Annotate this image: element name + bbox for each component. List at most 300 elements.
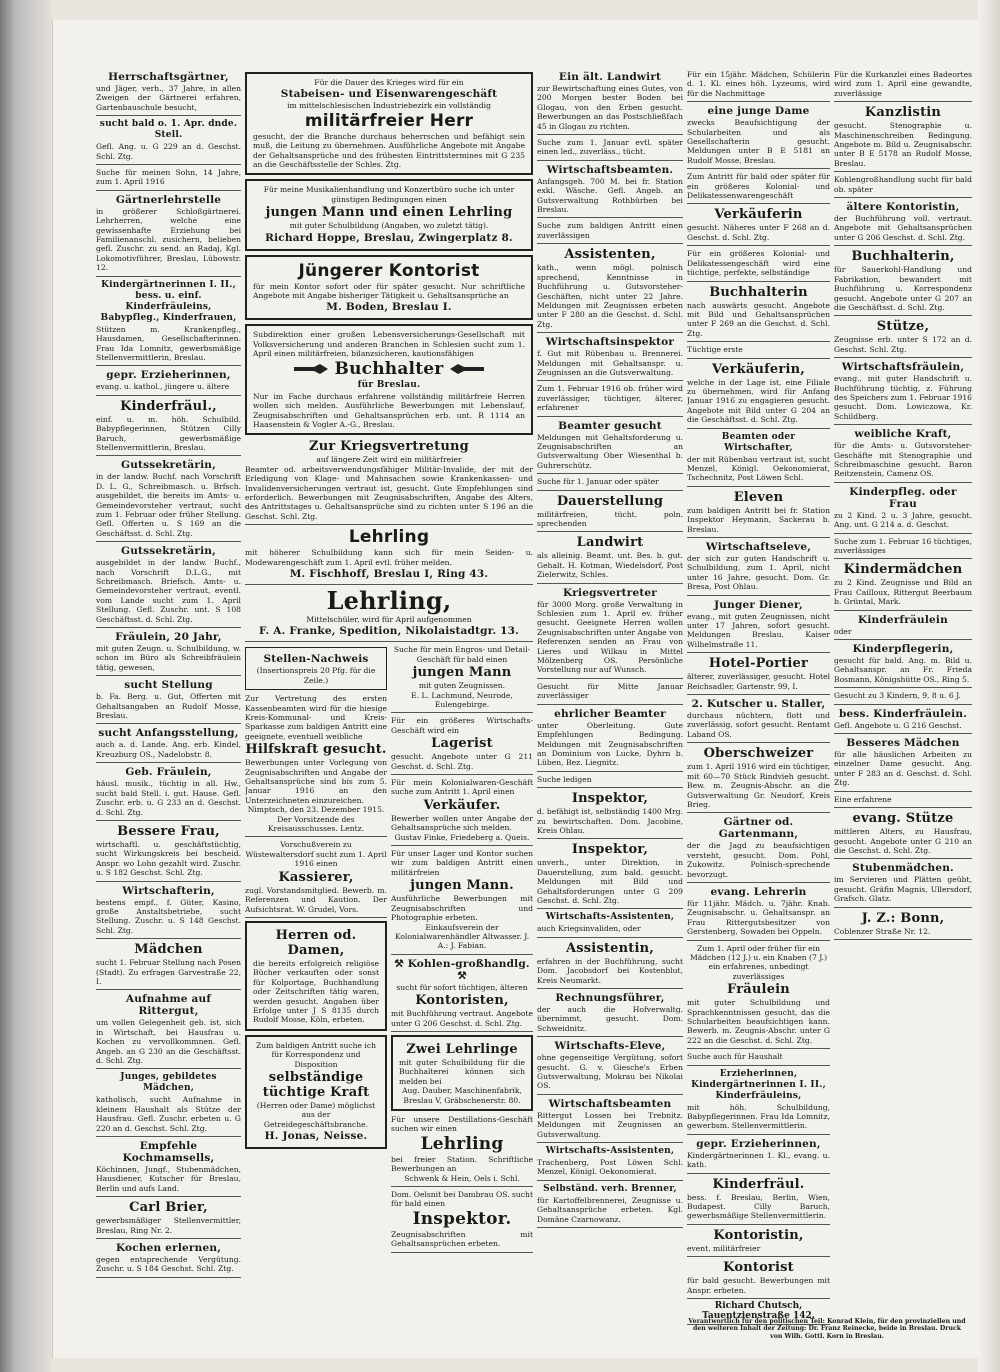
ad-headline: Kinderpflegerin, (852, 643, 954, 656)
ad-body: militärfreien, tücht. poln. sprechenden (537, 509, 683, 528)
ad-headline: Wirtschafts-Assistenten, (545, 912, 675, 923)
ad-headline: jungen Mann. (410, 878, 514, 894)
ad-headline: Zur Kriegsvertretung (309, 439, 469, 455)
ad-kassierer (245, 840, 387, 917)
column-3 (537, 70, 683, 1370)
ad-headline: Lehrling, (326, 585, 452, 615)
ad-headline: Wirtschaftseleve, (705, 541, 812, 553)
classified-ad (537, 164, 683, 219)
ad-body: für mein Kontor sofort oder für später gesucht. Nur schriftliche Angebote mit Angabe bisheriger Tätigkeit u. Gehaltsansprüche an (253, 281, 525, 301)
ad-body: Ausführliche Bewerbungen mit Zeugnisabschriften und Photographie erbeten. (391, 894, 533, 923)
ad-headline: Hotel-Portier (708, 656, 809, 672)
ad-headline: Wirtschaftsinspektor (545, 336, 675, 349)
ad-headline: Kontorist (723, 1260, 794, 1276)
ad-signature: M. Boden, Breslau I. (326, 301, 452, 314)
ad-headline: ältere Kontoristin, (846, 201, 960, 214)
ad-headline: Gutssekretärin, (121, 459, 216, 472)
classified-ad (834, 428, 972, 483)
ad-intro: Für ein größeres Wirtschafts-Geschäft wird ein (391, 716, 533, 735)
ad-body: gesucht. Stenographie u. Maschinenschreiben Bedingung. Angebote m. Bild u. Zeugnisabschr. unter B E 5178 an Rudolf Mosse, Breslau. (834, 121, 972, 168)
ad-body: Nur im Fache durchaus erfahrene vollständig militärfreie Herren wollen sich melden. Ausführliche Bewerbungen mit Lebenslauf, Zeugnisabschriften und Gehaltsansprüchen erb. unt. R 1114 an Haasenstein & Vogler A.-G., Breslau. (253, 391, 525, 429)
ad-headline: Buchhalterin, (851, 249, 955, 265)
ad-headline: Rechnungsführer, (555, 992, 665, 1004)
classified-ad (537, 336, 683, 381)
classified-ad (834, 486, 972, 534)
subcolumn-left (245, 645, 387, 1255)
ad-body: Zeugnisabschriften mit Gehaltsansprüchen erbeten. (391, 1229, 533, 1249)
ad-intro: Subdirektion einer großen Lebensversicherungs-Gesellschaft mit Volksversicherung und anderen Branchen in Schlesien sucht zum 1. April einen militärfreien, bilanzsicheren, kautionsfähigen (253, 330, 525, 359)
ad-headline: Wirtschaftsfräulein, (841, 361, 965, 374)
ad-body: Eine erfahrene (834, 794, 892, 804)
ad-body: der die Jagd zu beaufsichtigen versteht, gesucht. Dom. Pohl, Zukowitz. Polnisch-sprechende bevorzugt. (687, 841, 830, 879)
ad-headline: Herrschaftsgärtner, (108, 71, 229, 83)
ad-body: für Sauerkohl-Handlung und Fabrikation, bewandert mit Buchführung u. Korrespondenz gesucht. Angebote unter G 207 an die Geschäftsst. d. Schl. Ztg. (834, 265, 972, 312)
classified-ad (96, 1140, 241, 1197)
classified-ad (537, 1040, 683, 1095)
ad-body: evang. u. kathol., jüngere u. ältere (96, 382, 230, 392)
ad-body: event. militärfreier (687, 1243, 761, 1253)
ad-headline: gepr. Erzieherinnen, (106, 369, 231, 382)
ad-body: zur Bewirtschaftung eines Gutes, von 200 Morgen bester Boden bei Glogau, von den Erben gesucht. Bewerbungen an das Postschließfach 45 in Glogau zu richten. (537, 84, 683, 131)
classified-ad (537, 138, 683, 161)
ad-body: evang., mit guten Zeugnissen, nicht unter 17 Jahren, sofort gesucht. Meldungen Breslau, Kaiser Wilhelmstraße 11. (687, 611, 830, 649)
classified-ad (96, 1200, 241, 1239)
classified-ad (687, 698, 830, 743)
classified-ad (537, 682, 683, 705)
ad-intro: Suche für mein Engros- und Detail-Geschäft für bald einen (393, 645, 531, 664)
ad-headline: 2. Kutscher u. Staller, (691, 698, 826, 711)
ad-headline: jungen Mann (412, 665, 512, 681)
stellennachweis-header (245, 647, 387, 690)
ad-body: Rittergut Lossen bei Trebnitz. Meldungen mit Zeugnissen an Gutsverwaltung. (537, 1110, 683, 1139)
ad-body: katholisch, sucht Aufnahme in kleinem Haushalt als Stütze der Hausfrau. Gefl. Zuschr. erbeten u. G 220 an d. Geschst. Schl. Ztg. (96, 1095, 241, 1133)
ad-headline: evang. Lehrerin (710, 885, 807, 898)
ad-body: Suche zum baldigen Antritt einen zuverlässigen (537, 221, 683, 240)
ad-body: erfahren in der Buchführung, sucht Dom. Jacobsdorf bei Kostenblut, Kreis Neumarkt. (537, 956, 683, 985)
classified-ad (537, 1098, 683, 1143)
classified-ad (537, 477, 683, 490)
ad-body: der mit Rübenbau vertraut ist, sucht Menzel, Königl. Oekonomierat, Tschechnitz, Post Löwen Schl. (687, 454, 830, 483)
ad-body: mit guter Schulbildung für die Buchhalterei können sich melden bei (399, 1057, 525, 1086)
classified-ad (96, 399, 241, 457)
ad-body: mit Buchführung vertraut. Angebote unter G 206 Geschst. d. Schl. Ztg. (391, 1009, 533, 1028)
ad-headline: Kanzlistin (864, 105, 942, 121)
classified-ad (537, 247, 683, 333)
ad-headline: militärfreier Herr (304, 110, 474, 131)
ad-body: zwecks Beaufsichtigung der Schularbeiten und als Gesellschafterin gesucht. Meldungen unter B E 5181 an Rudolf Mosse, Breslau. (687, 118, 830, 165)
ad-body: Gefl. Ang. u. G 229 an d. Geschst. Schl. Ztg. (96, 142, 241, 161)
ad-headline: Assistentin, (565, 940, 655, 956)
classified-ad (687, 345, 830, 358)
ad-headline: Geb. Fräulein, (125, 766, 212, 779)
ad-body: der sich zur guten Handschrift u. Schulbildung, zum 1. April, nicht unter 16 Jahre, gesucht. Dom. Gr. Bresa, Post Ohlau. (687, 554, 830, 592)
ad-body: Bewerber wollen unter Angabe der Gehaltsansprüche sich melden. (391, 813, 533, 833)
ad-headline: Junger Diener, (714, 598, 803, 611)
ad-headline: Wirtschafterin, (122, 884, 215, 897)
classified-ad (96, 885, 241, 940)
classified-ad (687, 70, 830, 102)
ad-headline-text: Buchhalter (334, 358, 444, 379)
ad-body: kath., wenn mögl. polnisch sprechend, Kenntnisse in Buchführung u. Gutsvorsteher-Geschäften, nicht unter 22 Jahre. Meldungen mit Zeugnissen erbeten unter F 280 an die Geschst. d. Schl. Ztg. (537, 263, 683, 329)
ad-sub: für Breslau. (357, 379, 421, 390)
ad-body: gesucht, der die Branche durchaus beherrschen und befähigt sein muß, die Leitung zu übernehmen. Ausführliche Angebote mit Angabe der Gehaltsansprüche und des frühesten Eintrittstermines mit G 235 an die Geschäftsstelle der Schles. Ztg. (253, 131, 525, 170)
classified-ad (687, 1260, 830, 1299)
ad-body: auch a. d. Lande. Ang. erb. Kindel, Kreuzburg OS., Nadelobstr. 8. (96, 740, 241, 759)
ad-headline: Stütze, (876, 319, 930, 335)
ad-headline: Landwirt (576, 535, 644, 551)
classified-ad (96, 459, 241, 542)
ad-headline: selbständige tüchtige Kraft (262, 1069, 370, 1100)
ad-headline: Lehrling (420, 1133, 504, 1154)
ad-body: Stützen m. Krankenpfleg., Hausdamen, Gesellschafterinnen. Frau Ida Lomnitz, gewerbsmäßige Stellenvermittlerin, Breslau. (96, 324, 241, 362)
ad-headline: Kochen erlernen, (115, 1242, 222, 1255)
ad-body: gesucht. Angebote unter G 211 Geschst. d. Schl. Ztg. (391, 752, 533, 771)
ad-body: Für ein 15jähr. Mädchen, Schülerin d. 1. Kl. eines höh. Lyzeums, wird für die Nachmittage (687, 70, 830, 98)
classified-ad (687, 207, 830, 246)
classified-ad (96, 766, 241, 821)
ad-signature: E. L. Lachmund, Neurode, Eulengebirge. (411, 690, 513, 709)
ad-body: für Kartoffelbrennerei, Zeugnisse u. Gehaltsansprüche erbeten. Kgl. Domäne Czarnowanz. (537, 1195, 683, 1224)
ad-body: Suche für meinen Sohn, 14 Jahre, zum 1. April 1916 (96, 168, 241, 187)
ad-body: Zum 1. Februar 1916 ob. früher wird zuverlässiger, tüchtiger, älterer, erfahrener (537, 384, 683, 413)
ad-headline: Gärtnerlehrstelle (115, 193, 222, 206)
classified-ad (834, 708, 972, 734)
ad-intro: Zum baldigen Antritt suche ich für Korrespondenz und Disposition (256, 1040, 376, 1069)
ad-headline: Kassierer, (278, 869, 354, 885)
ad-body: für 3000 Morg. große Verwaltung in Schlesien zum 1. April ev. früher gesucht. Geeignete Herren wollen Zeugnisabschriften unter Angabe von Referenzen senden an Frau von Lieres und Wilkau in Mittel Mölzenberg OS. Persönliche Vorstellung nur auf Wunsch. (537, 599, 683, 675)
ad-headline: Zwei Lehrlinge (406, 1041, 518, 1057)
classified-ad (96, 1072, 241, 1137)
ad-headline: Inspektor, (571, 842, 649, 858)
ad-note: mit guter Schulbildung (Angaben, wo zuletzt tätig). (289, 221, 489, 231)
ad-body: gegen entsprechende Vergütung. Zuschr. u. S 184 Geschst. Schl. Ztg. (96, 1255, 241, 1274)
ad-body: unter Oberleitung. Gute Empfehlungen Bedingung. Meldungen mit Zeugnisabschriften an Dominium von Lucke, Dyhrn b. Lüben, Bez. Liegnitz. (537, 720, 683, 768)
ad-headline-text: Kohlen-großhandlg. (407, 957, 530, 970)
page-edge (978, 0, 1000, 1372)
classified-ad (96, 1242, 241, 1278)
ad-selbstaendige-kraft (245, 1035, 387, 1149)
classified-ad (96, 679, 241, 724)
ad-signature: Richard Hoppe, Breslau, Zwingerplatz 8. (265, 231, 513, 244)
classified-ad (687, 172, 830, 204)
ad-headline: gepr. Erzieherinnen, (696, 1137, 821, 1150)
pointing-hand-right-icon (294, 364, 328, 374)
ad-body: d. befähigt ist, selbständig 1400 Mrg. zu bewirtschaften. Dom. Jacobine, Kreis Ohlau. (537, 807, 683, 835)
ad-intro: Für unsere Destillations-Geschäft suchen wir einen (391, 1114, 533, 1134)
ad-headline: Wirtschafts-Eleve, (554, 1040, 666, 1053)
classified-ad (687, 249, 830, 281)
ad-body: um vollen Gelegenheit geb. ist, sich in Wirtschaft, bei Hausfrau u. Kochen zu vervollkommnen. Gefl. Angeb. an G 230 an die Geschäftsst. d. Schl. Ztg. (96, 1018, 241, 1065)
ad-signature: Einkaufsverein der Kolonialwarenhändler Altwasser. J. A.: J. Fabian. (394, 922, 530, 951)
classified-ad (537, 535, 683, 583)
ad-body: mit höh. Schulbildung, Babypflegerinnen. Frau Ida Lomnitz, gewerbsm. Stellenvermittlerin. (687, 1102, 830, 1131)
ad-kontorist (245, 255, 533, 321)
ad-headline: Kontoristin, (713, 1227, 804, 1243)
classified-ad (687, 285, 830, 343)
ad-headline: Beamten oder Wirtschafter, (721, 431, 796, 453)
classified-ad (834, 862, 972, 907)
classified-ad (834, 361, 972, 425)
ad-body: Gefl. Angebote u. G 216 Geschst. (834, 720, 962, 730)
classified-ad (687, 362, 830, 429)
ad-headline: sucht Stellung (124, 679, 213, 692)
ad-body: häusl. musik., tüchtig in all. Hw., sucht bald Stell. i. gut. Hause. Gefl. Zuschr. erb. u. G 233 an d. Geschst. d. Schl. Ztg. (96, 779, 241, 817)
ad-lehrling-fischhoff (245, 528, 533, 585)
ad-intro: Zum 1. April oder früher für ein Mädchen (12 J.) u. ein Knaben (7 J.) ein erfahrenes, unbedingt zuverlässiges (689, 943, 828, 981)
ad-headline: J. Z.: Bonn, (861, 910, 945, 926)
classified-ad (834, 537, 972, 560)
ad-headline: bess. Kinderfräulein. (838, 707, 968, 720)
classified-ad (537, 775, 683, 788)
ad-headline: Empfehle Kochmamsells, (122, 1140, 215, 1165)
ad-sub: mit guten Zeugnissen. (418, 681, 506, 691)
ad-headline: Aufnahme auf Rittergut, (125, 993, 212, 1018)
ad-body: Zeugnisse erb. unter S 172 an d. Geschst. Schl. Ztg. (834, 335, 972, 354)
ad-junger-mann-lachmund (391, 645, 533, 713)
classified-ad (537, 941, 683, 989)
ad-body: in größerer Schloßgärtnerei. Lehrherren, welche eine gewissenhafte Erziehung bei Familienanschl. zusichern, belieben gefl. Zuschr. zu send. an Radaj, Kgl. Lokomotivführer, Breslau, Lübowstr. 12. (96, 206, 241, 273)
column-5 (834, 70, 972, 1370)
ad-headline: Verkäuferin (714, 207, 803, 223)
column-4 (687, 70, 830, 1370)
ad-body: Zur Vertretung des ersten Kassenbeamten wird für die hiesige Kreis-Kommunal- und Kreis-Sparkasse zum baldigen Antritt eine geeignete, eventuell weibliche (245, 694, 387, 741)
classified-ad (537, 587, 683, 679)
classified-ad (687, 816, 830, 883)
ad-body: zu 2 Kind. 2 u. 3 Jahre, gesucht. Ang. unt. G 214 a. d. Geschst. (834, 510, 972, 530)
ad-body: Coblenzer Straße Nr. 12. (834, 926, 931, 936)
ad-zwei-lehrlinge (391, 1035, 533, 1111)
classified-ad (834, 737, 972, 792)
ad-headline: Besseres Mädchen (846, 737, 960, 750)
classified-ad (834, 175, 972, 198)
ad-headline: Bessere Frau, (117, 823, 220, 839)
ad-headline: Kinderfräul. (712, 1176, 805, 1192)
ad-body: mit guten Zeugn. u. Schulbildung, w. schon im Büro als Schreibfräulein tätig, gewesen, (96, 644, 241, 672)
ad-kohlengrosshandlung (391, 958, 533, 1032)
ad-body: die bereits erfolgreich religiöse Bücher verkauften oder sonst für Kolportage, Buchhandlung oder Zeitschriften tätig waren, werden gesucht. Angaben über Erfolge unter J S 8135 durch Rudolf Mosse, Köln, erbeten. (253, 958, 379, 1025)
ad-headline: Junges, gebildetes Mädchen, (120, 1072, 217, 1094)
ad-signature: F. A. Franke, Spedition, Nikolaistadtgr. 13. (258, 625, 520, 638)
ad-body: durchaus nüchtern, flott und zuverlässig, sofort gesucht. Rentamt Laband OS. (687, 711, 830, 739)
ad-headline-2: Kontoristen, (415, 993, 509, 1009)
imprint-footer: Verantwortlich für den politischen Teil: Konrad Klein, für den provinziellen und den weiteren Inhalt der Zeitung: Dr. Franz Reinecke, beide in Breslau. Druck von Wilh. Gottl. Korn in Breslau. (688, 1318, 966, 1340)
ad-body: Suche auch für Haushalt (687, 1052, 783, 1062)
classified-ad (537, 71, 683, 135)
classified-ad (834, 795, 972, 808)
ad-intro: Für meine Musikalienhandlung und Konzertbüro suche ich unter günstigen Bedingungen einen (263, 185, 515, 204)
ad-body: Trachenberg, Post Löwen Schl. Menzel, Königl. Oekonomierat. (537, 1158, 683, 1177)
ad-headline: Eleven (733, 489, 784, 505)
classified-ad (537, 420, 683, 475)
classified-ad (537, 992, 683, 1037)
ad-inspektor-oelsnit (391, 1190, 533, 1253)
ad-body: evang., mit guter Handschrift u. Buchführung tüchtig, z. Führung des Speichers zum 1. Februar 1916 gesucht. Dom. Lowiczowa, Kr. Schildberg. (834, 374, 972, 421)
ad-sub: sucht für sofort tüchtigen, älteren (396, 982, 528, 992)
ad-headline: Gutssekretärin, (121, 545, 216, 558)
classified-ad (687, 1138, 830, 1174)
ad-body: (Herren oder Dame) möglichst aus der Getreidegeschäftsbranche. (256, 1100, 376, 1129)
subcolumn-right (391, 645, 533, 1255)
ad-body: wirtschaftl. u. geschäftstüchtig, sucht Wirkungskreis bei bescheid. Anspr. wo Lohn gezahlt wird. Zuschr. u. S 182 Geschst. Schl. Ztg. (96, 839, 241, 878)
ad-firm: Stabeisen- und Eisenwarengeschäft (280, 88, 498, 101)
classified-ad (687, 432, 830, 487)
classified-ad (834, 643, 972, 688)
ad-body: einf. u. m. höh. Schulbild. Babypflegerinnen, Stützen Cilly Baruch, gewerbsmäßige Stellenvermittlerin, Breslau. (96, 414, 241, 452)
ad-lehrling-schwenk (391, 1115, 533, 1187)
ad-signature: Aug. Dauber, Maschinenfabrik, Breslau V, Gräbschenerstr. 80. (402, 1086, 522, 1105)
ad-body: im Servieren und Plätten geübt, gesucht. Gräfin Magnis, Ullersdorf, Grafsch. Glatz. (834, 875, 972, 904)
ad-headline: Dauerstellung (556, 493, 664, 509)
ad-headline: Buchhalterin (709, 284, 808, 300)
ad-signature: Gustav Finke, Friedeberg a. Queis. (394, 832, 530, 842)
ad-signature: H. Jonas, Neisse. (264, 1130, 368, 1143)
ad-body: Gesucht für Mitte Januar zuverlässiger (537, 681, 683, 701)
ad-herren-damen (245, 921, 387, 1031)
classified-ad (537, 384, 683, 416)
classified-ad (687, 1069, 830, 1135)
ad-headline: Kindergärtnerinnen I. II., bess. u. einf. Kinderfräuleins, Babypfleg., Kinderfrauen, (100, 279, 237, 323)
ad-body: Anfangsgeh. 700 M. bei fr. Station exkl. Wäsche. Gefl. Angeb. an Gutsverwaltung Rothbürben bei Breslau. (537, 176, 683, 215)
ad-body: ohne gegenseitige Vergütung, sofort gesucht. G. v. Giesche's Erben Gutsverwaltung, Mokrau bei Nikolai OS. (537, 1053, 683, 1091)
ad-signature: Nimptsch, den 23. Dezember 1915. Der Vorsitzende des Kreisausschusses. Lentz. (247, 805, 385, 834)
ad-headline: Kinderpfleg. oder Frau (849, 485, 957, 510)
ad-headline: Kindermädchen (843, 562, 963, 578)
ad-junger-mann-altwasser (391, 849, 533, 955)
ad-body: mit guter Schulbildung und Sprachkenntnissen gesucht, das die Schularbeiten beaufsichtigen kann. Bewerb. m. Zeugnis-Abschr. unter G 222 an die Geschst. d. Schl. Ztg. (687, 998, 830, 1045)
classified-ad (687, 599, 830, 654)
classified-ad (537, 708, 683, 772)
ad-body: Köchinnen, Jungf., Stubenmädchen, Hausdiener, Kutscher für Breslau, Berlin und aufs Land. (96, 1165, 241, 1193)
hammer-pick-icon: ⚒ (457, 969, 467, 982)
ad-body: älterer, zuverlässiger, gesucht. Hotel Reichsadler, Gartenstr. 99, I. (687, 672, 830, 691)
ad-headline: Inspektor. (412, 1208, 512, 1229)
ad-body: Suche für 1. Januar oder später (537, 477, 659, 487)
ad-body: Kindergärtnerinnen 1. Kl., evang. u. kath. (687, 1150, 830, 1170)
ad-body: zum baldigen Antritt bei fr. Station Inspektor Heymann, Sackerau b. Breslau. (687, 505, 830, 534)
classified-ad (834, 562, 972, 610)
classified-ad (687, 105, 830, 169)
classified-ad (687, 656, 830, 695)
classified-ad (687, 1228, 830, 1257)
ad-headline: Herren od. Damen, (275, 927, 357, 958)
classified-ad (96, 168, 241, 191)
ad-headline: Wirtschaftsbeamten (548, 1097, 672, 1110)
ad-headline: Carl Brier, (129, 1200, 208, 1216)
classified-ad (96, 369, 241, 395)
ad-headline: Hilfskraft gesucht. (245, 742, 387, 758)
classified-ad (96, 727, 241, 763)
classified-ad (834, 691, 972, 704)
section-title: Stellen-Nachweis (263, 653, 369, 666)
ad-intro: Dom. Oelsnit bei Dambrau OS. sucht für bald einen (391, 1190, 533, 1209)
ad-body: für bald gesucht. Bewerbungen mit Anspr. erbeten. (687, 1276, 830, 1295)
ad-militaerfreier-herr (245, 72, 533, 175)
ad-body: Zum Antritt für bald oder später für ein größeres Kolonial- und Delikatessenwarengeschäft (687, 172, 830, 201)
ad-body: in der landw. Buchf. nach Vorschrift D. L. G., Schreibmasch. u. Brfsch. ausgebildet, die bereits im Amts- u. Gemeindevorsteher vertraut, sucht zum 1. Februar oder früher Stellung. Gefl. Offerten u. S 169 an die Geschäftsst. d. Schl. Ztg. (96, 472, 241, 538)
classified-ad (687, 541, 830, 596)
ad-signature: Richard Chutsch, Tauentzienstraße 142. (702, 1301, 815, 1321)
ad-body: und Jäger, verh., 37 Jahre, in allen Zweigen der Gärtnerei erfahren, Gartenbauschule besucht, (96, 84, 241, 112)
ad-headline: eine junge Dame (707, 105, 810, 118)
classified-ad (834, 319, 972, 358)
ad-signature: Schwenk & Hein, Oels i. Schl. (404, 1173, 520, 1183)
ad-headline: Gärtner od. Gartenmann, (718, 816, 799, 841)
ad-headline: ehrlicher Beamter (554, 707, 666, 720)
ad-lehrling-franke (245, 585, 533, 642)
two-subcolumns (245, 645, 533, 1255)
classified-ad (687, 746, 830, 813)
classified-ad (96, 631, 241, 676)
classified-ad (834, 811, 972, 859)
ad-body: bestens empf., f. Güter, Kasino, große Anstaltsbetriebe, sucht Stellung. Zuschr. u. S 148 Geschst. Schl. Ztg. (96, 897, 241, 935)
ad-body: der Buchführung voll. vertraut. Angebote mit Gehaltsansprüchen unter G 206 Geschst. d. Schl. Ztg. (834, 214, 972, 242)
ad-body: Mittelschüler, wird für April aufgenommen (306, 614, 472, 624)
ad-body: Für die Kurkanzlei eines Badeortes wird zum 1. April eine gewandte, zuverlässige (834, 70, 972, 98)
ad-headline: Verkäufer. (423, 797, 501, 813)
ad-headline: Verkäuferin, (712, 361, 805, 377)
ad-body: bess. f. Breslau, Berlin, Wien, Budapest. Cilly Baruch, gewerbsmäßige Stellenvermittlerin. (687, 1192, 830, 1221)
ad-headline: Lagerist (431, 736, 493, 752)
classified-ad (96, 280, 241, 367)
ad-body: mit höherer Schulbildung kann sich für mein Seiden- u. Modewarengeschäft zum 1. April evtl. früher melden. (245, 548, 533, 567)
ad-headline (391, 958, 533, 982)
classified-ad (96, 942, 241, 990)
ad-body: als alleinig. Beamt. unt. Bes. b. gut. Gehalt. H. Kotman, Wiedelsdorf, Post Zielerwitz, Schles. (537, 551, 683, 580)
classified-ad (537, 791, 683, 839)
ad-body: bei freier Station. Schriftliche Bewerbungen an (391, 1154, 533, 1174)
classified-ad (537, 494, 683, 533)
ad-headline: Ein ält. Landwirt (558, 71, 662, 83)
ad-body: oder (834, 626, 852, 636)
ad-headline: Mädchen (134, 942, 203, 958)
binding-spine (0, 0, 52, 1372)
ad-intro: Für die Dauer des Krieges wird für ein (314, 78, 464, 87)
pointing-hand-left-icon (450, 364, 484, 374)
ad-body: Suche zum 1. Januar evtl. später einen led., zuverläss., tücht. (537, 138, 683, 157)
ad-hilfskraft (245, 694, 387, 837)
classified-ad (687, 1052, 830, 1065)
ad-body: ausgebildet in der landw. Buchf., nach Vorschrift D.L.G., mit Schreibmasch. Briefsch. Amts- u. Gemeindevorsteher vertraut, eventl. vom Lande sucht zum 1. April Stellung. Gefl. Zuschr. unt. S 108 Geschäftsst. d. Schl. Ztg. (96, 558, 241, 624)
ad-headline: sucht Anfangsstellung, (98, 727, 239, 740)
ad-musikalienhandlung (245, 179, 533, 250)
classified-ad (96, 545, 241, 628)
ad-headline: Wirtschafts-Assistenten, (545, 1146, 675, 1157)
classified-ad (687, 886, 830, 941)
ad-headline: jungen Mann und einen Lehrling (265, 205, 513, 221)
classified-ad (96, 993, 241, 1069)
classified-ad (834, 201, 972, 246)
ad-headline: Jüngerer Kontorist (298, 260, 480, 281)
ad-body: Beamter od. arbeitsverwendungsfähiger Militär-Invalide, der mit der Erledigung von Klage- und Mahnsachen sowie Krankenkassen- und Invalidenversicherungen vertraut ist, gesucht. Gute Empfehlungen sind erforderlich. Bewerbungen mit Zeugnisabschriften, Angabe des Alters, des Antrittstages u. Gehaltsansprüche sind zu richten unter S 196 an die Geschst. Schl. Ztg. (245, 464, 533, 521)
ad-body: für 11jähr. Mädch. u. 7jähr. Knab. Zeugnisabschr. u. Gehaltsanspr. an Frau Rittergutsbesitzer von Gerstenberg, Sowaden bei Oppeln. (687, 898, 830, 937)
classified-ad (96, 824, 241, 882)
ad-body: sucht 1. Februar Stellung nach Posen (Stadt). Zu erfragen Garvestraße 22, I. (96, 958, 241, 986)
ad-headline: Assistenten, (564, 247, 656, 263)
ad-headline: Wirtschaftsbeamten. (546, 163, 674, 176)
ad-headline: Fräulein (727, 982, 790, 998)
ad-body: Kohlengroßhandlung sucht für bald ob. später (834, 175, 972, 194)
ad-body: Suche zum 1. Februar 16 tüchtiges, zuverlässiges (834, 536, 972, 555)
classified-ad (96, 71, 241, 116)
ad-headline: Erzieherinnen, Kindergärtnerinnen I. II., Kinderfräuleins, (691, 1068, 826, 1101)
ad-headline: Beamter gesucht (558, 419, 662, 432)
ad-headline: Stubenmädchen. (852, 862, 954, 875)
ad-body: auch Kriegsinvaliden, oder (537, 924, 641, 934)
classified-ad (834, 911, 972, 940)
ad-lagerist (391, 716, 533, 775)
ad-body: nach auswärts gesucht. Angebote mit Bild und Gehaltsansprüchen unter F 269 an die Geschst. d. Schl. Ztg. (687, 300, 830, 338)
ad-headline: Oberschweizer (703, 746, 814, 762)
